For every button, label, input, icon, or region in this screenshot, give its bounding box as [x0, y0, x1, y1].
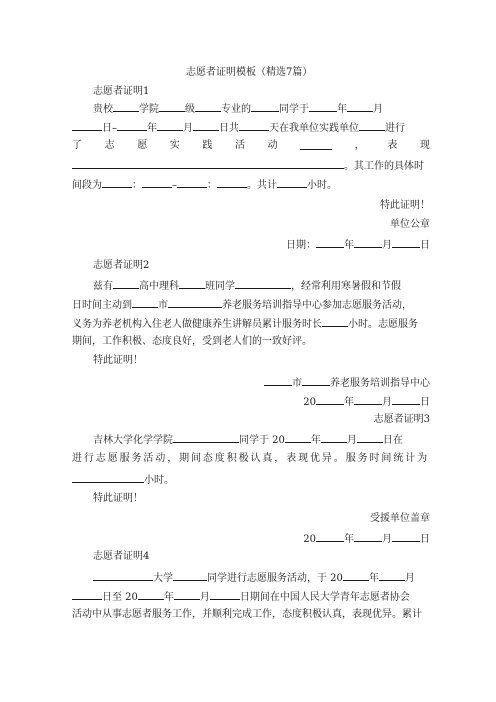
text: 市	[158, 300, 168, 311]
text: 学院	[139, 104, 159, 115]
text: 天在我单位实践单位	[269, 123, 359, 134]
text: 。共计	[247, 180, 277, 191]
blank	[392, 531, 420, 542]
text: 日–	[102, 123, 117, 134]
text: 了	[72, 140, 82, 151]
blank	[321, 432, 347, 443]
text: 活	[234, 140, 245, 151]
blank	[173, 432, 239, 443]
blank	[300, 139, 332, 150]
blank	[102, 177, 132, 188]
text: 年	[368, 573, 379, 584]
text: 高中理科	[139, 281, 179, 292]
text: 兹有	[93, 281, 113, 292]
text: 日期：	[286, 240, 316, 251]
blank	[113, 101, 139, 112]
cert1-line2	[72, 120, 405, 134]
text: 义务为养老机构入住老人做健康养生讲解员累计服务时长	[72, 319, 322, 330]
text: 。其工作的具体时	[344, 161, 424, 172]
cert3-heading: 志愿者证明3	[373, 414, 430, 425]
blank	[316, 237, 344, 248]
blank	[354, 531, 382, 542]
text: 月	[382, 534, 392, 545]
cert3-line1	[93, 432, 403, 446]
cert3-date	[303, 531, 430, 545]
text: 小时。	[307, 180, 337, 191]
text: 20	[303, 534, 316, 545]
blank	[354, 237, 382, 248]
text: 养老服务培训指导中心参加志愿服务活动，	[222, 300, 412, 311]
blank	[322, 316, 348, 327]
text: 年	[147, 123, 157, 134]
cert1-seal: 单位公章	[390, 219, 430, 230]
text: 级	[185, 104, 195, 115]
text: 现	[419, 140, 430, 151]
blank	[239, 120, 269, 131]
text: 日	[420, 240, 430, 251]
blank	[142, 177, 172, 188]
text: 月	[404, 573, 415, 584]
text: 年	[163, 592, 174, 603]
text: 日时间主动到	[72, 300, 132, 311]
text: 年	[337, 104, 347, 115]
blank	[195, 101, 221, 112]
blank	[174, 589, 200, 600]
blank	[157, 120, 183, 131]
blank	[316, 394, 344, 405]
text: 月	[373, 104, 383, 115]
text: –	[172, 180, 177, 191]
blank	[138, 589, 164, 600]
blank	[359, 120, 385, 131]
text: 月	[382, 240, 392, 251]
text: 月	[199, 592, 210, 603]
text: 日至 20	[102, 592, 138, 603]
document-title: 志愿者证明模板（精选7篇）	[186, 67, 313, 78]
text: 同学于	[279, 104, 309, 115]
text: 年	[344, 534, 354, 545]
text: 同学进行志愿服务活动，于 20	[207, 573, 343, 584]
text: ，经常利用寒暑假和节假	[291, 281, 401, 292]
blank	[72, 472, 144, 483]
blank	[168, 297, 222, 308]
text: 日期间在中国人民大学青年志愿者协会	[239, 592, 410, 603]
text: 日共	[219, 123, 239, 134]
cert1-line3	[72, 139, 430, 153]
cert3-line2: 进行志愿服务活动，期间态度积极认真，表现优异。服务时间统计为	[72, 453, 429, 464]
blank	[173, 570, 207, 581]
cert2-line1	[93, 278, 401, 292]
blank	[347, 101, 373, 112]
cert1-date	[286, 237, 430, 251]
text: ：	[207, 180, 217, 191]
text: 专业的	[221, 104, 251, 115]
blank	[379, 570, 405, 581]
cert4-heading: 志愿者证明4	[93, 551, 150, 562]
text: 养老服务培训指导中心	[330, 378, 430, 389]
blank	[217, 177, 247, 188]
text: 年	[344, 397, 354, 408]
cert2-date	[303, 394, 430, 408]
text: 吉林大学化学学院	[93, 435, 173, 446]
text: 进行	[385, 123, 405, 134]
text: 年	[310, 435, 321, 446]
text: 同学于 20	[239, 435, 285, 446]
text: 月	[346, 435, 357, 446]
text: 小时。	[144, 475, 174, 486]
text: 表	[387, 140, 398, 151]
blank	[235, 278, 291, 289]
text: 月	[382, 397, 392, 408]
text: 年	[344, 240, 354, 251]
blank	[93, 570, 153, 581]
text: 市	[292, 378, 302, 389]
text: 小时。志愿服务	[348, 319, 418, 330]
blank	[210, 589, 240, 600]
text: 愿	[137, 140, 148, 151]
blank	[72, 589, 102, 600]
blank	[357, 432, 383, 443]
text: 日	[420, 397, 430, 408]
blank	[72, 120, 102, 131]
text: 日在	[382, 435, 403, 446]
text: 践	[202, 140, 213, 151]
cert2-line3	[72, 316, 418, 330]
text: 间段为	[72, 180, 102, 191]
cert4-line2	[72, 589, 410, 603]
blank	[159, 101, 185, 112]
text: 20	[303, 397, 316, 408]
text: 实	[169, 140, 180, 151]
text: 班同学	[205, 281, 235, 292]
blank	[193, 120, 219, 131]
blank	[72, 158, 344, 169]
blank	[179, 278, 205, 289]
blank	[309, 101, 337, 112]
text: ，	[354, 140, 365, 151]
blank	[117, 120, 147, 131]
cert3-sign: 特此证明！	[93, 493, 143, 504]
cert2-sign: 特此证明！	[93, 355, 143, 366]
cert2-heading: 志愿者证明2	[93, 260, 150, 271]
text: 大学	[153, 573, 173, 584]
cert4-line3: 活动中从事志愿者服务工作，并顺利完成工作，态度积极认真，表现优异。累计	[72, 609, 422, 620]
blank	[251, 101, 279, 112]
blank	[354, 394, 382, 405]
cert1-line1	[93, 101, 383, 115]
cert2-line4: 期间，工作积极、态度良好，受到老人们的一致好评。	[72, 336, 312, 347]
blank	[285, 432, 311, 443]
cert3-line3	[72, 472, 174, 486]
blank	[277, 177, 307, 188]
text: 动	[267, 140, 278, 151]
cert1-line4	[72, 158, 424, 172]
blank	[132, 297, 158, 308]
blank	[343, 570, 369, 581]
blank	[392, 394, 420, 405]
text: 志	[104, 140, 115, 151]
blank	[177, 177, 207, 188]
blank	[392, 237, 420, 248]
text: 贵校	[93, 104, 113, 115]
cert2-line2	[72, 297, 412, 311]
text: 月	[183, 123, 193, 134]
text: 日	[420, 534, 430, 545]
blank	[113, 278, 139, 289]
cert1-line5	[72, 177, 337, 191]
cert3-seal: 受援单位盖章	[370, 513, 430, 524]
blank	[316, 531, 344, 542]
blank	[302, 375, 330, 386]
cert1-heading: 志愿者证明1	[93, 86, 150, 97]
blank	[264, 375, 292, 386]
text: ：	[132, 180, 142, 191]
cert4-line1	[93, 570, 415, 584]
cert2-org	[264, 375, 430, 389]
cert1-sign: 特此证明！	[380, 200, 430, 211]
